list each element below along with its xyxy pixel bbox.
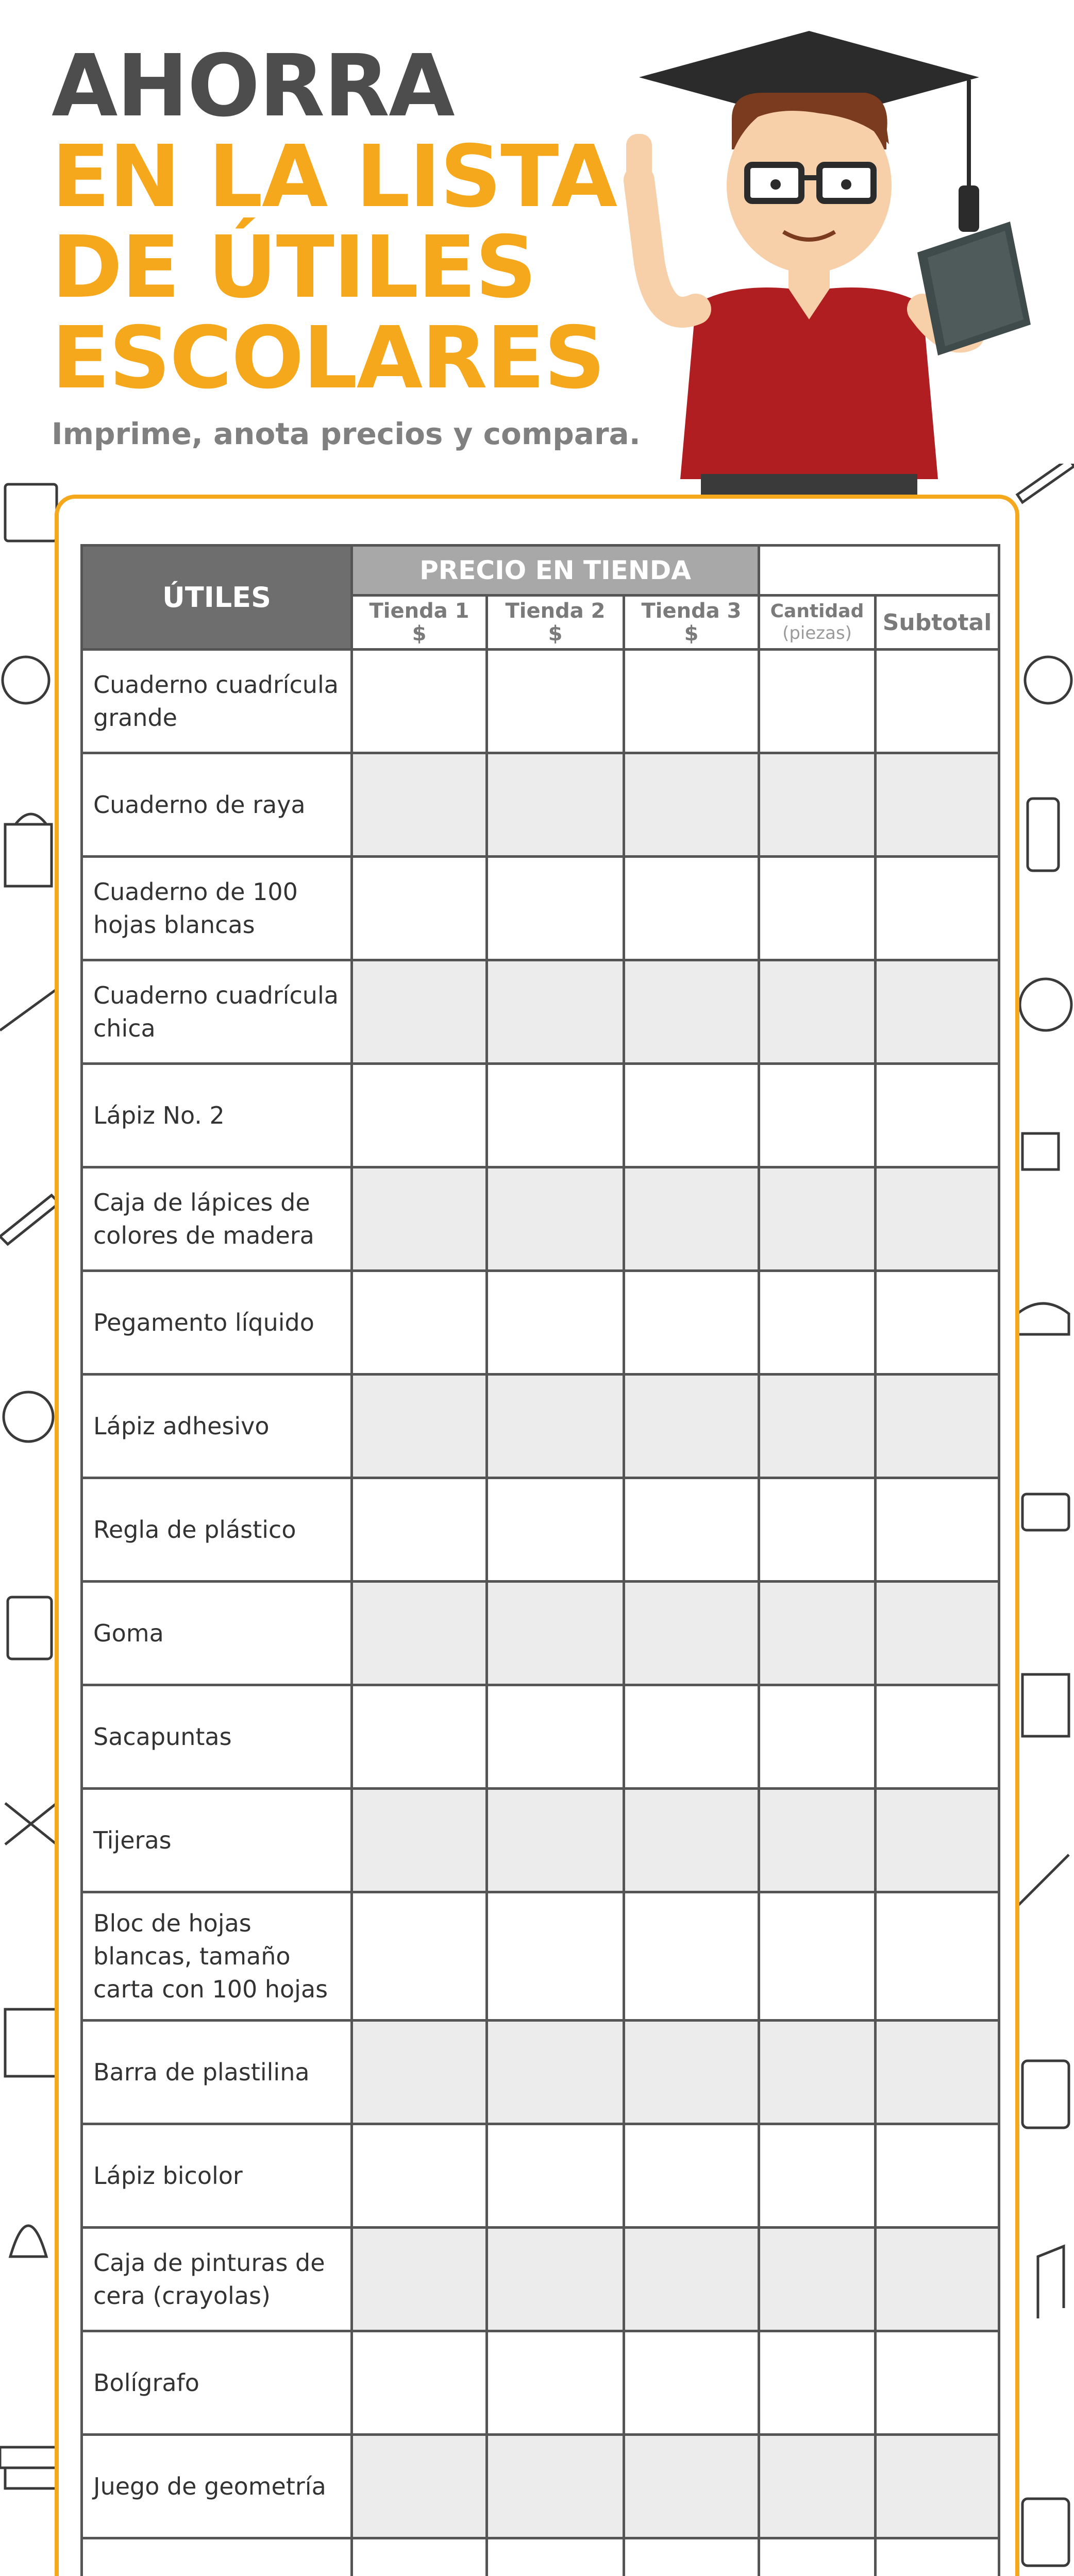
table-row <box>82 1582 999 1685</box>
price-store-3-field[interactable] <box>624 2538 759 2576</box>
quantity-field[interactable] <box>759 1375 876 1478</box>
backpack-icon <box>5 814 52 886</box>
price-store-3-field[interactable] <box>624 753 759 857</box>
table-row <box>82 2435 999 2538</box>
store-currency: $ <box>684 622 699 646</box>
item-name: Goma <box>82 1582 352 1685</box>
subtotal-field[interactable] <box>876 1582 999 1685</box>
subtotal-field[interactable] <box>876 960 999 1064</box>
store-currency: $ <box>548 622 563 646</box>
price-store-2-field[interactable] <box>487 2331 624 2435</box>
price-store-2-field[interactable] <box>487 1478 624 1582</box>
price-store-3-field[interactable] <box>624 1271 759 1375</box>
price-store-2-field[interactable] <box>487 650 624 753</box>
table-row <box>82 1064 999 1167</box>
price-store-1-field[interactable] <box>352 2021 487 2124</box>
subtitle: Imprime, anota precios y compara. <box>52 416 641 451</box>
price-store-3-field[interactable] <box>624 1375 759 1478</box>
table-row <box>82 650 999 753</box>
item-name: Cuaderno cuadrícula chica <box>82 960 352 1064</box>
price-store-1-field[interactable] <box>352 1789 487 1892</box>
price-store-1-field[interactable] <box>352 1892 487 2021</box>
quantity-field[interactable] <box>759 1789 876 1892</box>
price-store-1-field[interactable] <box>352 1064 487 1167</box>
header-blank-cell <box>759 546 999 596</box>
price-store-1-field[interactable] <box>352 1478 487 1582</box>
table-row <box>82 2331 999 2435</box>
item-name: Sacapuntas <box>82 1685 352 1789</box>
subtotal-field[interactable] <box>876 2538 999 2576</box>
price-store-1-field[interactable] <box>352 2124 487 2228</box>
price-store-3-field[interactable] <box>624 2021 759 2124</box>
price-store-2-field[interactable] <box>487 2021 624 2124</box>
column-header-cantidad <box>759 596 876 650</box>
scissors-icon <box>5 1803 57 1844</box>
quantity-field[interactable] <box>759 2538 876 2576</box>
title-line-3: DE ÚTILES <box>52 218 536 317</box>
quantity-field[interactable] <box>759 1892 876 2021</box>
notebook-icon <box>5 2009 57 2076</box>
price-store-2-field[interactable] <box>487 1271 624 1375</box>
subtotal-field[interactable] <box>876 1167 999 1271</box>
music-note-icon <box>1038 2246 1064 2318</box>
table-row <box>82 1167 999 1271</box>
price-store-1-field[interactable] <box>352 2331 487 2435</box>
column-header-store-3 <box>624 596 759 650</box>
item-name: Lápiz No. 2 <box>82 1064 352 1167</box>
price-store-2-field[interactable] <box>487 960 624 1064</box>
table-row <box>82 1685 999 1789</box>
price-store-1-field[interactable] <box>352 960 487 1064</box>
price-store-1-field[interactable] <box>352 1582 487 1685</box>
student-illustration <box>577 15 1041 505</box>
price-store-3-field[interactable] <box>624 1478 759 1582</box>
price-store-2-field[interactable] <box>487 857 624 960</box>
table-row <box>82 2228 999 2331</box>
table-row <box>82 960 999 1064</box>
price-store-1-field[interactable] <box>352 857 487 960</box>
globe-icon-right <box>1025 657 1071 703</box>
quantity-field[interactable] <box>759 1685 876 1789</box>
spiral-notebook-icon <box>1022 1674 1069 1736</box>
quantity-field[interactable] <box>759 1167 876 1271</box>
bell-icon <box>10 2226 46 2257</box>
table-row <box>82 857 999 960</box>
price-store-3-field[interactable] <box>624 857 759 960</box>
pencil-icon <box>0 1195 59 1244</box>
price-store-2-field[interactable] <box>487 1892 624 2021</box>
price-store-1-field[interactable] <box>352 753 487 857</box>
cantidad-label: Cantidad <box>770 601 864 622</box>
item-name: Barra de plastilina <box>82 2021 352 2124</box>
price-store-2-field[interactable] <box>487 1375 624 1478</box>
subtotal-field[interactable] <box>876 857 999 960</box>
quantity-field[interactable] <box>759 1582 876 1685</box>
price-store-1-field[interactable] <box>352 2538 487 2576</box>
price-store-3-field[interactable] <box>624 1167 759 1271</box>
quantity-field[interactable] <box>759 960 876 1064</box>
item-rows <box>82 650 999 2576</box>
alarm-clock-icon <box>1020 979 1071 1030</box>
subtotal-field[interactable] <box>876 1375 999 1478</box>
price-store-2-field[interactable] <box>487 1064 624 1167</box>
table-row <box>82 2538 999 2576</box>
wallet-icon <box>1022 1494 1069 1530</box>
book-stack-icon <box>0 2447 62 2468</box>
calculator-icon <box>8 1597 52 1659</box>
item-name: Juego de geometría <box>82 2435 352 2538</box>
price-store-1-field[interactable] <box>352 2435 487 2538</box>
store-name: Tienda 1 <box>369 599 469 623</box>
clock-icon <box>4 1392 53 1442</box>
table-row <box>82 1892 999 2021</box>
quantity-field[interactable] <box>759 1064 876 1167</box>
item-name: Bolígrafo <box>82 2331 352 2435</box>
item-name: Lápiz bicolor <box>82 2124 352 2228</box>
price-store-3-field[interactable] <box>624 1789 759 1892</box>
table-row <box>82 1271 999 1375</box>
column-header-store-1 <box>352 596 487 650</box>
abacus-icon <box>5 484 57 541</box>
price-store-2-field[interactable] <box>487 2228 624 2331</box>
column-header-utiles: ÚTILES <box>82 546 352 650</box>
table-row <box>82 2124 999 2228</box>
quantity-field[interactable] <box>759 857 876 960</box>
quantity-field[interactable] <box>759 2124 876 2228</box>
quantity-field[interactable] <box>759 2331 876 2435</box>
price-store-1-field[interactable] <box>352 2228 487 2331</box>
pen-icon <box>1017 464 1074 502</box>
price-store-2-field[interactable] <box>487 2124 624 2228</box>
subtotal-field[interactable] <box>876 650 999 753</box>
quantity-field[interactable] <box>759 2228 876 2331</box>
item-name: Lápiz adhesivo <box>82 1375 352 1478</box>
ruler-icon <box>0 989 57 1030</box>
page-title <box>52 37 617 408</box>
item-name: Caja de lápices de colores de madera <box>82 1167 352 1271</box>
store-name: Tienda 2 <box>505 599 606 623</box>
price-store-2-field[interactable] <box>487 1685 624 1789</box>
quantity-field[interactable] <box>759 2435 876 2538</box>
table-row <box>82 753 999 857</box>
title-line-4: ESCOLARES <box>52 309 605 408</box>
title-line-2: EN LA LISTA <box>52 127 617 227</box>
quantity-field[interactable] <box>759 2021 876 2124</box>
store-name: Tienda 3 <box>641 599 742 623</box>
table-row <box>82 2021 999 2124</box>
price-store-3-field[interactable] <box>624 650 759 753</box>
price-store-3-field[interactable] <box>624 1892 759 2021</box>
globe-icon <box>3 657 49 703</box>
price-store-1-field[interactable] <box>352 1271 487 1375</box>
subtotal-field[interactable] <box>876 2435 999 2538</box>
subtotal-field[interactable] <box>876 1064 999 1167</box>
item-name: Pegamento líquido <box>82 1271 352 1375</box>
subtotal-field[interactable] <box>876 1892 999 2021</box>
table-row <box>82 1789 999 1892</box>
price-store-3-field[interactable] <box>624 2331 759 2435</box>
quantity-field[interactable] <box>759 1478 876 1582</box>
price-store-2-field[interactable] <box>487 2538 624 2576</box>
price-store-2-field[interactable] <box>487 2435 624 2538</box>
item-name: Tijeras <box>82 1789 352 1892</box>
store-currency: $ <box>412 622 427 646</box>
price-store-1-field[interactable] <box>352 1375 487 1478</box>
item-name: Regla de plástico <box>82 1478 352 1582</box>
item-name <box>82 2538 352 2576</box>
item-name: Bloc de hojas blancas, tamaño carta con 100 hojas <box>82 1892 352 2021</box>
puzzle-icon <box>1022 1133 1059 1170</box>
quantity-field[interactable] <box>759 650 876 753</box>
subtotal-field[interactable] <box>876 2331 999 2435</box>
price-store-3-field[interactable] <box>624 2435 759 2538</box>
flask-icon <box>1028 799 1059 871</box>
price-store-3-field[interactable] <box>624 960 759 1064</box>
quantity-field[interactable] <box>759 1271 876 1375</box>
column-header-precio: PRECIO EN TIENDA <box>352 546 759 596</box>
price-store-2-field[interactable] <box>487 1789 624 1892</box>
column-header-store-2 <box>487 596 624 650</box>
price-store-3-field[interactable] <box>624 1582 759 1685</box>
tablet-icon <box>1022 2061 1069 2128</box>
calculator-icon-right <box>1022 2499 1069 2566</box>
price-store-3-field[interactable] <box>624 1685 759 1789</box>
cantidad-sub-label: (piezas) <box>782 623 852 643</box>
subtotal-field[interactable] <box>876 2124 999 2228</box>
table-row <box>82 1375 999 1478</box>
paintbrush-icon <box>1017 1855 1069 1906</box>
subtotal-field[interactable] <box>876 1685 999 1789</box>
subtotal-field[interactable] <box>876 2021 999 2124</box>
subtotal-field[interactable] <box>876 1271 999 1375</box>
price-store-2-field[interactable] <box>487 1167 624 1271</box>
price-store-1-field[interactable] <box>352 1167 487 1271</box>
shoe-icon <box>1017 1303 1069 1334</box>
table-row <box>82 1478 999 1582</box>
quantity-field[interactable] <box>759 753 876 857</box>
item-name: Caja de pinturas de cera (crayolas) <box>82 2228 352 2331</box>
price-store-1-field[interactable] <box>352 650 487 753</box>
subtotal-field[interactable] <box>876 1478 999 1582</box>
item-name: Cuaderno de 100 hojas blancas <box>82 857 352 960</box>
column-header-subtotal: Subtotal <box>876 596 999 650</box>
subtotal-field[interactable] <box>876 2228 999 2331</box>
price-store-2-field[interactable] <box>487 753 624 857</box>
item-name: Cuaderno cuadrícula grande <box>82 650 352 753</box>
subtotal-field[interactable] <box>876 1789 999 1892</box>
price-store-3-field[interactable] <box>624 1064 759 1167</box>
price-store-2-field[interactable] <box>487 1582 624 1685</box>
subtotal-field[interactable] <box>876 753 999 857</box>
price-store-3-field[interactable] <box>624 2124 759 2228</box>
price-comparison-table <box>80 544 1000 2576</box>
item-name: Cuaderno de raya <box>82 753 352 857</box>
title-line-1: AHORRA <box>52 37 454 136</box>
price-store-3-field[interactable] <box>624 2228 759 2331</box>
price-store-1-field[interactable] <box>352 1685 487 1789</box>
